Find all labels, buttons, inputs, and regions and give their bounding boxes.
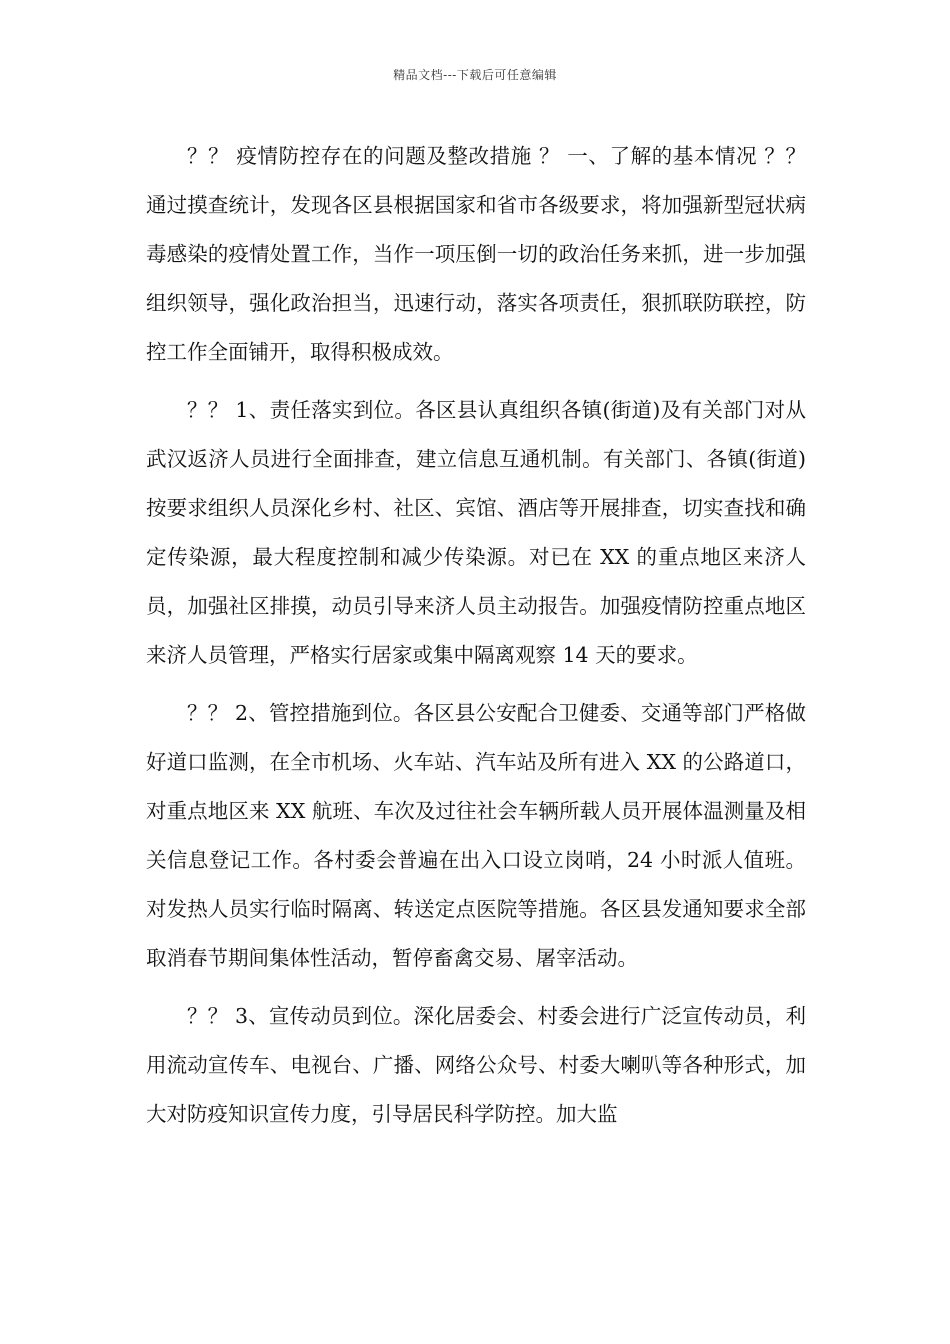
page-header: 精品文档---下载后可任意编辑 [393, 68, 557, 82]
paragraph-control-measures: ？？ 2、管控措施到位。各区县公安配合卫健委、交通等部门严格做好道口监测，在全市机场、火车站、汽车站及所有进入 XX 的公路道口，对重点地区来 XX 航班、车次及过往社会车辆所载人员开展体温测量及相关信息登记工作。各村委会普遍在出入口设立岗哨，24 小时派人值班。对发热人员实行临时隔离、转送定点医院等措施。各区县发通知要求全部取消春节期间集体性活动，暂停畜禽交易、屠宰活动。 [146, 701, 806, 970]
paragraph-intro: ？？ 疫情防控存在的问题及整改措施 ？ 一、了解的基本情况 ？？ 通过摸查统计，发现各区县根据国家和省市各级要求，将加强新型冠状病毒感染的疫情处置工作，当作一项压倒一切的政治任务来抓，进一步加强组织领导，强化政治担当，迅速行动，落实各项责任，狠抓联防联控，防控工作全面铺开，取得积极成效。 [146, 144, 806, 364]
paragraph-responsibility: ？？ 1、责任落实到位。各区县认真组织各镇(街道)及有关部门对从武汉返济人员进行全面排查，建立信息互通机制。有关部门、各镇(街道)按要求组织人员深化乡村、社区、宾馆、酒店等开展排查，切实查找和确定传染源，最大程度控制和减少传染源。对已在 XX 的重点地区来济人员，加强社区排摸，动员引导来济人员主动报告。加强疫情防控重点地区来济人员管理，严格实行居家或集中隔离观察 14 天的要求。 [146, 398, 806, 667]
paragraph-publicity: ？？ 3、宣传动员到位。深化居委会、村委会进行广泛宣传动员，利用流动宣传车、电视台、广播、网络公众号、村委大喇叭等各种形式，加大对防疫知识宣传力度，引导居民科学防控。加大监 [146, 1004, 806, 1126]
document-body [146, 132, 806, 1148]
